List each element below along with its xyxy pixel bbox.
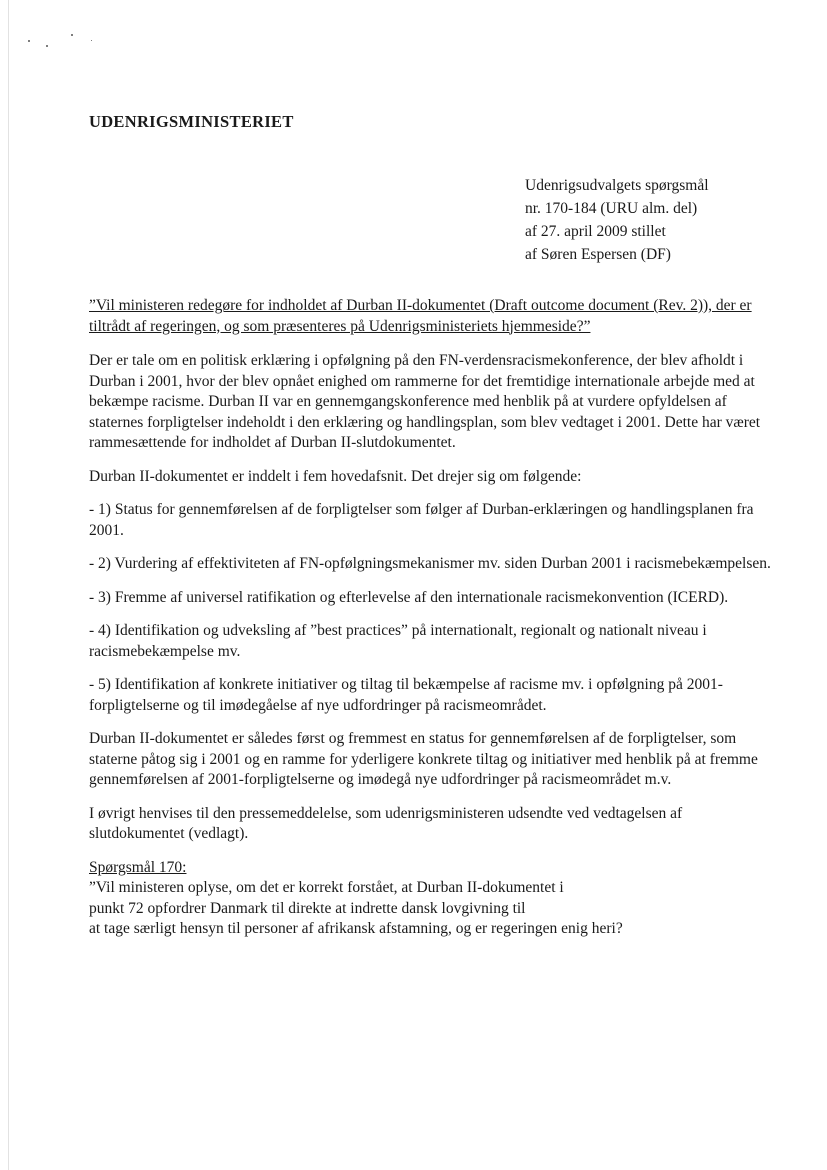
document-body [89, 296, 774, 940]
question-170-text-line: at tage særligt hensyn til personer af afrikansk afstamning, og er regeringen enig heri? [89, 920, 623, 937]
scan-speck [28, 40, 30, 42]
scan-speck [91, 40, 92, 41]
section-list-item: - 3) Fremme af universel ratifikation og efterlevelse af den internationale racismekonvention (ICERD). [89, 588, 729, 606]
press-release-paragraph: I øvrigt henvises til den pressemeddelelse, som udenrigsministeren udsendte ved vedtagelsen af slutdokumentet (vedlagt). [89, 804, 683, 842]
scan-speck [71, 34, 73, 36]
intro-paragraph: Der er tale om en politisk erklæring i opfølgning på den FN-verdensracismekonference, der blev afholdt i Durban i 2001, hvor der blev opnået enighed om rammerne for det fremtidige internationale arbejde med at bekæmpe racisme. Durban II var en gennemgangskonference med henblik på at vurdere opfyldelsen af staternes forpligtelser indeholdt i den erklæring og handlingsplan, som blev vedtaget i 2001. Dette har været rammesættende for indholdet af Durban II-slutdokumentet. [89, 352, 761, 451]
question-ref-line: af Søren Espersen (DF) [525, 246, 671, 263]
question-170-block [89, 858, 774, 940]
question-heading: ”Vil ministeren redegøre for indholdet af Durban II-dokumentet (Draft outcome document (Rev. 2)), der er tiltrådt af regeringen, og som præsenteres på Udenrigsministeriets hjemmeside?” [89, 297, 752, 335]
question-ref-line: af 27. april 2009 stillet [525, 223, 666, 240]
section-list-item: - 1) Status for gennemførelsen af de forpligtelser som følger af Durban-erklæringen og handlingsplanen fra 2001. [89, 501, 754, 539]
scan-page-edge [8, 0, 9, 1170]
section-list-item: - 2) Vurdering af effektiviteten af FN-opfølgningsmekanismer mv. siden Durban 2001 i racismebekæmpelsen. [89, 555, 771, 572]
question-170-text-line: punkt 72 opfordrer Danmark til direkte at indrette dansk lovgivning til [89, 899, 526, 917]
question-ref-line: nr. 170-184 (URU alm. del) [525, 200, 698, 217]
scan-speck [46, 45, 48, 47]
question-reference-block [525, 174, 709, 266]
question-ref-line: Udenrigsudvalgets spørgsmål [525, 177, 709, 194]
question-170-text-line: ”Vil ministeren oplyse, om det er korrekt forstået, at Durban II-dokumentet i [89, 879, 564, 896]
section-list-item: - 5) Identifikation af konkrete initiativer og tiltag til bekæmpelse af racisme mv. i opfølgning på 2001-forpligtelserne og til imødegåelse af nye udfordringer på racismeområdet. [89, 676, 723, 714]
sections-intro-paragraph: Durban II-dokumentet er inddelt i fem hovedafsnit. Det drejer sig om følgende: [89, 467, 582, 485]
section-list-item: - 4) Identifikation og udveksling af ”best practices” på internationalt, regionalt og nationalt niveau i racismebekæmpelse mv. [89, 622, 707, 660]
summary-paragraph: Durban II-dokumentet er således først og fremmest en status for gennemførelsen af de forpligtelser, som staterne påtog sig i 2001 og en ramme for yderligere konkrete tiltag og initiativer med henblik på at fremme gennemførelsen af 2001-forpligtelserne og imødegå nye udfordringer på racismeområdet m.v. [89, 730, 758, 788]
ministry-header: UDENRIGSMINISTERIET [89, 112, 294, 131]
question-170-label: Spørgsmål 170: [89, 858, 187, 876]
